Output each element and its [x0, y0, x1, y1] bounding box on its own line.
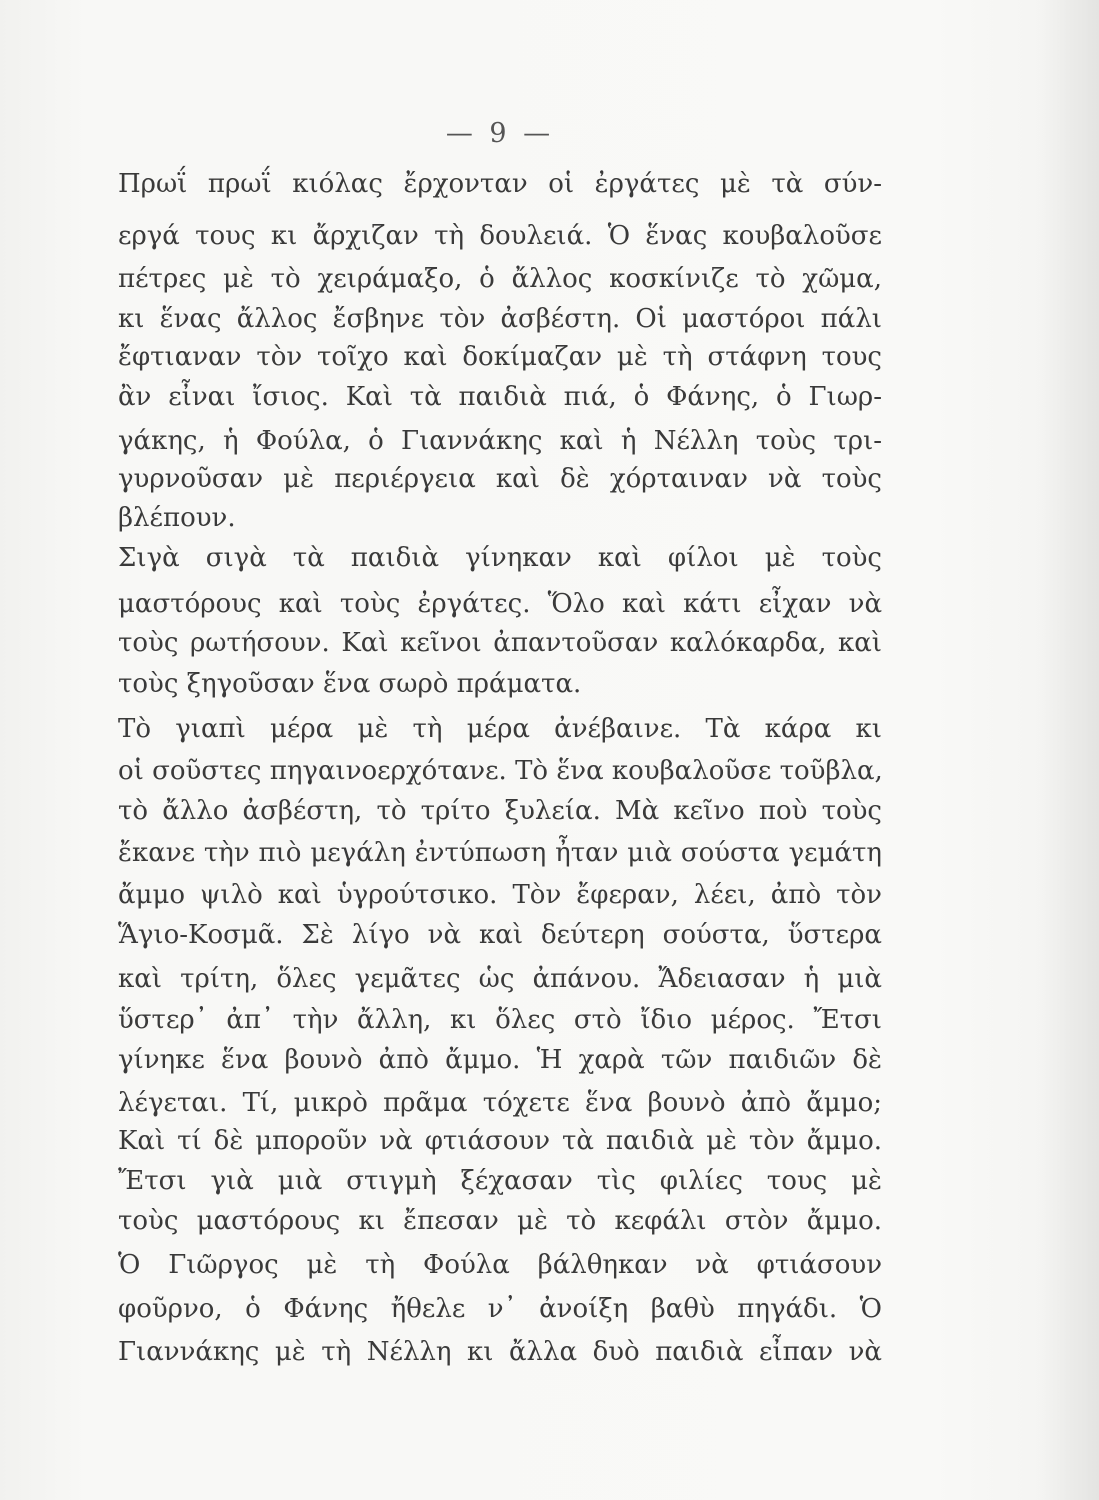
text-line: Καὶ τί δὲ μποροῦν νὰ φτιάσουν τὰ παιδιὰ μὲ τὸν ἄμμο.	[118, 1126, 882, 1156]
text-line: Γιαννάκης μὲ τὴ Νέλλη κι ἄλλα δυὸ παιδιὰ εἶπαν νὰ	[118, 1337, 882, 1367]
text-line: εργά τους κι ἄρχιζαν τὴ δουλειά. Ὁ ἕνας κουβαλοῦσε	[118, 221, 882, 251]
text-line: τὸ ἄλλο ἀσβέστη, τὸ τρίτο ξυλεία. Μὰ κεῖνο ποὺ τοὺς	[118, 796, 882, 826]
text-line: ἔκανε τὴν πιὸ μεγάλη ἐντύπωση ἦταν μιὰ σούστα γεμάτη	[118, 838, 882, 868]
text-line: βλέπουν.	[118, 503, 236, 533]
text-line: γυρνοῦσαν μὲ περιέργεια καὶ δὲ χόρταιναν νὰ τοὺς	[118, 464, 882, 494]
text-line: Σιγὰ σιγὰ τὰ παιδιὰ γίνηκαν καὶ φίλοι μὲ τοὺς	[118, 543, 882, 573]
text-line: γάκης, ἡ Φούλα, ὁ Γιαννάκης καὶ ἡ Νέλλη τοὺς τρι-	[118, 426, 882, 456]
page-edge-shadow	[1039, 0, 1099, 1500]
page-number: — 9 —	[445, 118, 555, 149]
text-line: ἄμμο ψιλὸ καὶ ὑγρούτσικο. Τὸν ἔφεραν, λέει, ἀπὸ τὸν	[118, 880, 882, 910]
text-line: Ἔτσι γιὰ μιὰ στιγμὴ ξέχασαν τὶς φιλίες τους μὲ	[118, 1166, 882, 1196]
text-line: οἱ σοῦστες πηγαινοερχότανε. Τὸ ἕνα κουβαλοῦσε τοῦβλα,	[118, 756, 883, 786]
text-line: λέγεται. Τί, μικρὸ πρᾶμα τόχετε ἕνα βουνὸ ἀπὸ ἄμμο;	[118, 1088, 882, 1118]
text-line: τοὺς ξηγοῦσαν ἕνα σωρὸ πράματα.	[118, 669, 582, 699]
text-line: φοῦρνο, ὁ Φάνης ἤθελε ν᾽ ἀνοίξη βαθὺ πηγάδι. Ὁ	[118, 1294, 882, 1324]
text-line: τοὺς ρωτήσουν. Καὶ κεῖνοι ἀπαντοῦσαν καλόκαρδα, καὶ	[118, 628, 882, 658]
text-line: καὶ τρίτη, ὅλες γεμᾶτες ὡς ἀπάνου. Ἄδειασαν ἡ μιὰ	[118, 964, 882, 994]
text-line: ἂν εἶναι ἴσιος. Καὶ τὰ παιδιὰ πιά, ὁ Φάνης, ὁ Γιωρ-	[118, 382, 882, 412]
text-line: τοὺς μαστόρους κι ἔπεσαν μὲ τὸ κεφάλι στὸν ἄμμο.	[118, 1206, 882, 1236]
text-line: κι ἕνας ἄλλος ἔσβηνε τὸν ἀσβέστη. Οἱ μαστόροι πάλι	[118, 304, 882, 334]
text-line: Τὸ γιαπὶ μέρα μὲ τὴ μέρα ἀνέβαινε. Τὰ κάρα κι	[118, 714, 882, 744]
text-line: μαστόρους καὶ τοὺς ἐργάτες. Ὅλο καὶ κάτι εἶχαν νὰ	[118, 589, 882, 619]
text-line: Πρωΐ πρωΐ κιόλας ἔρχονταν οἱ ἐργάτες μὲ τὰ σύν-	[118, 169, 882, 199]
text-line: Ἅγιο-Κοσμᾶ. Σὲ λίγο νὰ καὶ δεύτερη σούστα, ὕστερα	[118, 920, 882, 950]
text-line: Ὁ Γιῶργος μὲ τὴ Φούλα βάλθηκαν νὰ φτιάσουν	[118, 1250, 882, 1280]
text-line: γίνηκε ἕνα βουνὸ ἀπὸ ἄμμο. Ἡ χαρὰ τῶν παιδιῶν δὲ	[118, 1045, 882, 1075]
text-line: ἔφτιαναν τὸν τοῖχο καὶ δοκίμαζαν μὲ τὴ στάφνη τους	[118, 342, 882, 372]
text-line: πέτρες μὲ τὸ χειράμαξο, ὁ ἄλλος κοσκίνιζε τὸ χῶμα,	[118, 264, 882, 294]
text-line: ὕστερ᾽ ἀπ᾽ τὴν ἄλλη, κι ὅλες στὸ ἴδιο μέρος. Ἔτσι	[118, 1005, 882, 1035]
